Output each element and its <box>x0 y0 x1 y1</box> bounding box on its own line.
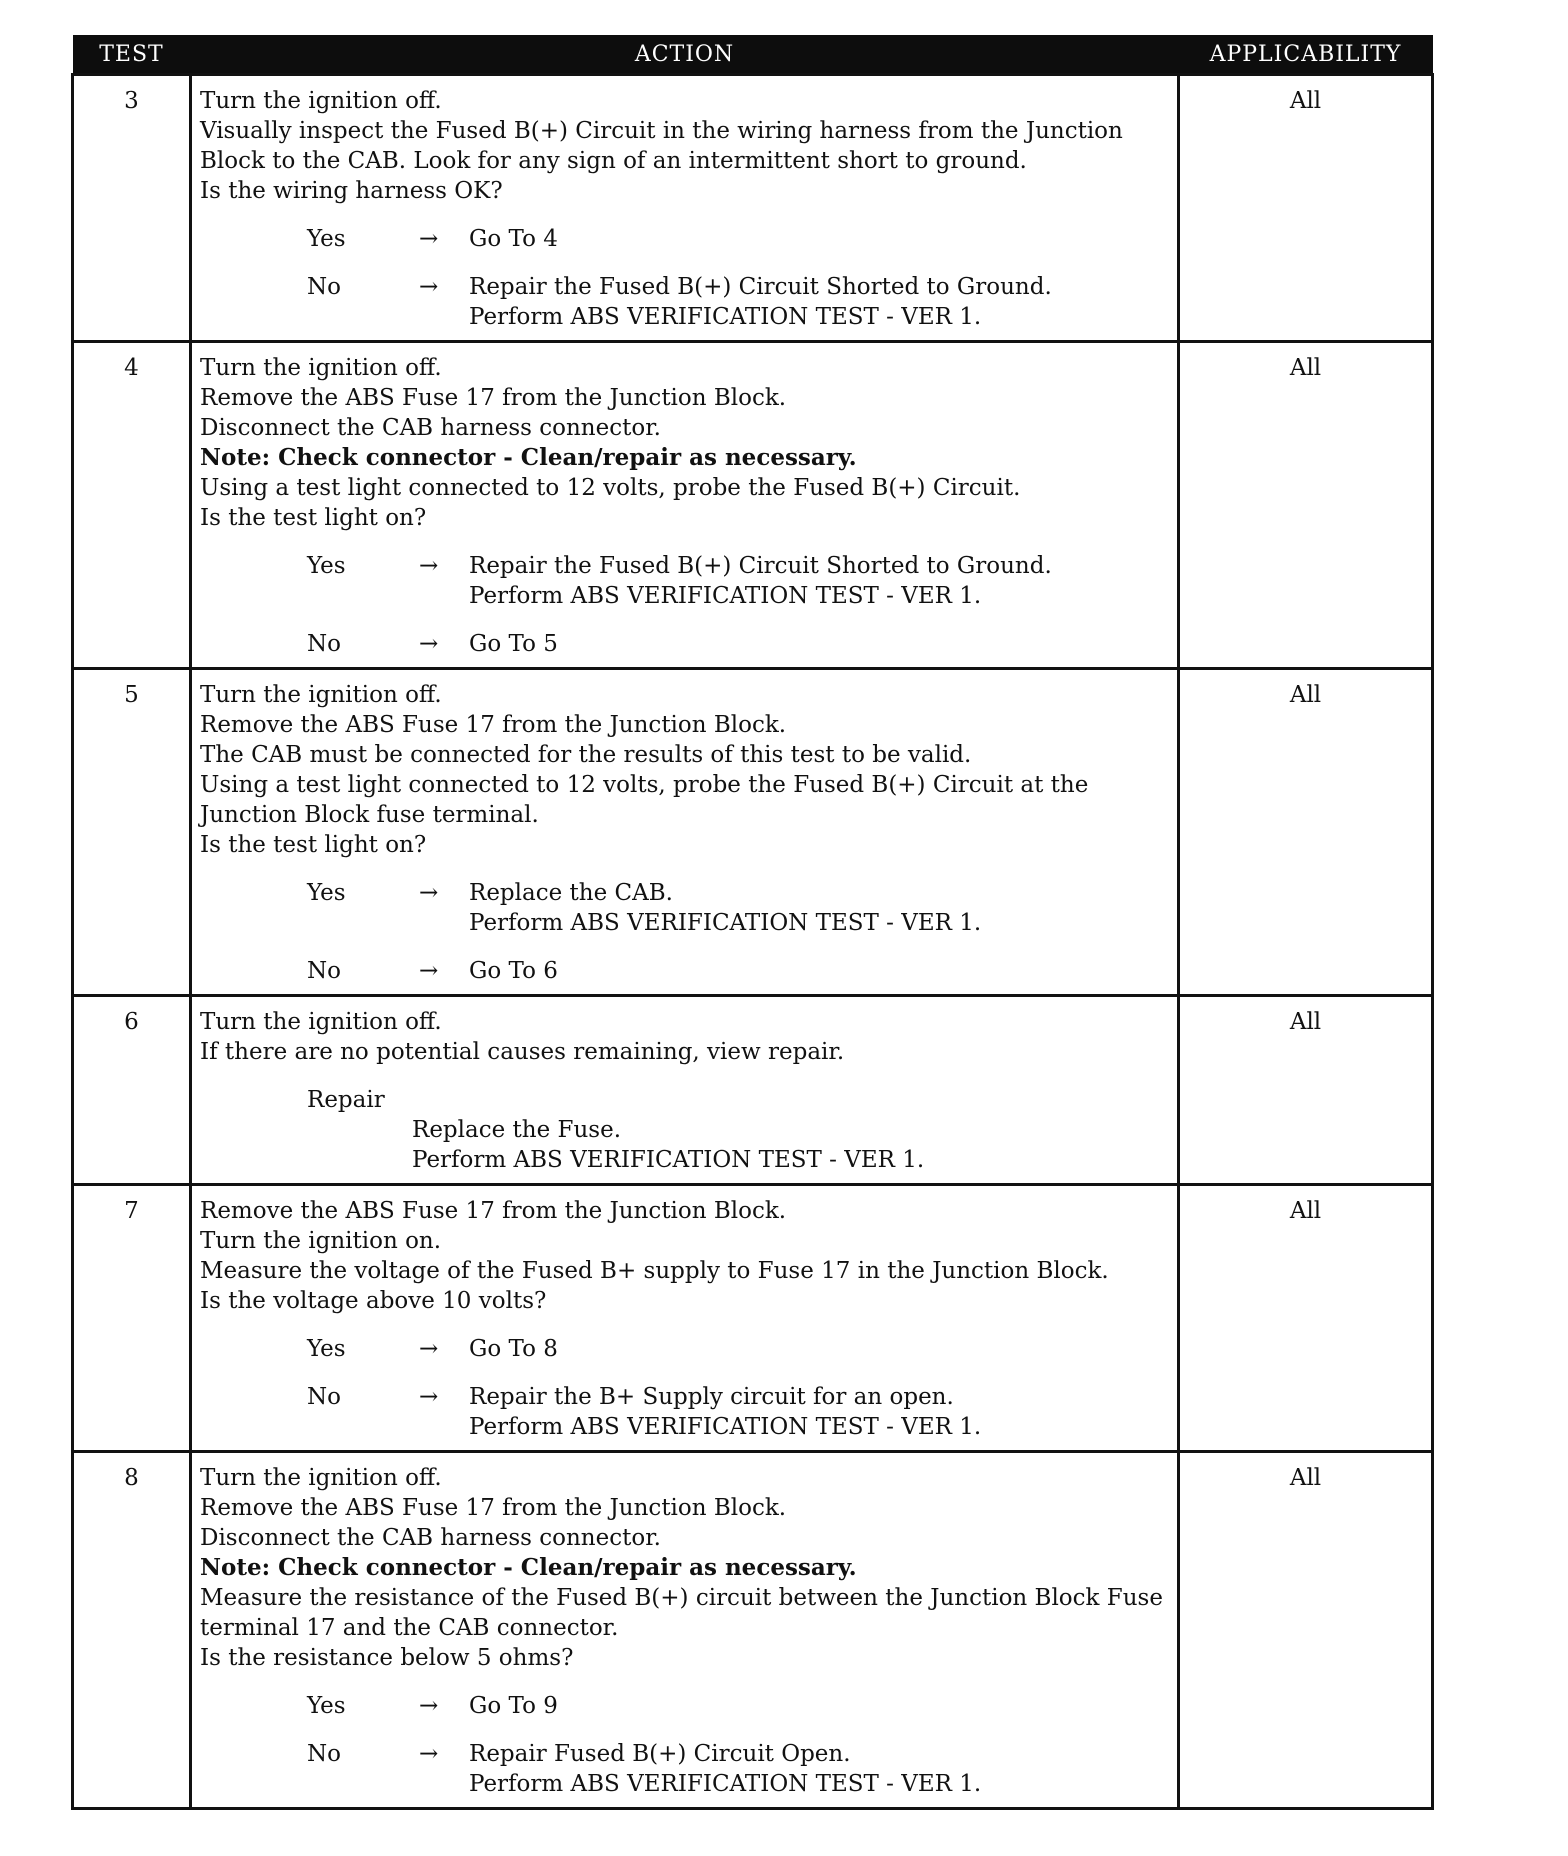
action-cell <box>191 669 1179 996</box>
diagnostic-procedure-table-container <box>71 35 1431 1810</box>
yes-label: Yes <box>307 880 346 906</box>
yes-result <box>469 224 1169 254</box>
yes-branch <box>200 1691 1169 1721</box>
action-line: Measure the resistance of the Fused B(+) circuit between the Junction Block Fuse terminal 17 and the CAB connector. <box>200 1585 1171 1641</box>
no-label: No <box>307 1741 341 1767</box>
yes-label: Yes <box>307 1336 346 1362</box>
arrow-icon: → <box>419 226 439 252</box>
action-cell <box>191 1452 1179 1809</box>
header-test: TEST <box>73 35 191 75</box>
applicability-value: All <box>1179 996 1433 1185</box>
action-line: Visually inspect the Fused B(+) Circuit in the wiring harness from the Junction Block to the CAB. Look for any sign of an intermittent short to ground. <box>200 118 1131 174</box>
yes-branch <box>200 551 1169 611</box>
arrow-icon: → <box>419 1741 439 1767</box>
yes-branch <box>200 224 1169 254</box>
yes-label: Yes <box>307 226 346 252</box>
arrow-icon: → <box>419 1336 439 1362</box>
no-result-line: Go To 6 <box>469 958 558 984</box>
yes-result-line: Perform ABS VERIFICATION TEST - VER 1. <box>469 583 982 609</box>
repair-result <box>200 1115 1169 1175</box>
repair-label: Repair <box>307 1087 385 1113</box>
action-line: Is the resistance below 5 ohms? <box>200 1645 574 1671</box>
yes-result-line: Perform ABS VERIFICATION TEST - VER 1. <box>469 910 982 936</box>
arrow-icon: → <box>419 553 439 579</box>
yes-result-line: Replace the CAB. <box>469 880 673 906</box>
no-result-line: Go To 5 <box>469 631 558 657</box>
yes-branch <box>200 878 1169 938</box>
applicability-value: All <box>1179 1452 1433 1809</box>
no-branch <box>200 272 1169 332</box>
no-branch <box>200 956 1169 986</box>
yes-result <box>469 1691 1169 1721</box>
header-action: ACTION <box>191 35 1179 75</box>
no-result <box>469 956 1169 986</box>
applicability-value: All <box>1179 75 1433 342</box>
action-line: Disconnect the CAB harness connector. <box>200 1525 661 1551</box>
action-line: Turn the ignition off. <box>200 88 442 114</box>
yes-result <box>469 878 1169 938</box>
no-label: No <box>307 958 341 984</box>
header-applicability: APPLICABILITY <box>1179 35 1433 75</box>
no-result-line: Perform ABS VERIFICATION TEST - VER 1. <box>469 1414 982 1440</box>
table-row <box>73 1185 1433 1452</box>
yes-label: Yes <box>307 1693 346 1719</box>
yes-result-line: Go To 4 <box>469 226 558 252</box>
no-branch <box>200 1382 1169 1442</box>
action-line: Using a test light connected to 12 volts, probe the Fused B(+) Circuit. <box>200 475 1021 501</box>
test-number: 4 <box>73 342 191 669</box>
action-line: Remove the ABS Fuse 17 from the Junction Block. <box>200 1198 787 1224</box>
action-cell <box>191 75 1179 342</box>
repair-result-line: Replace the Fuse. <box>412 1117 621 1143</box>
table-body <box>73 75 1433 1809</box>
applicability-value: All <box>1179 342 1433 669</box>
action-line: Measure the voltage of the Fused B+ supply to Fuse 17 in the Junction Block. <box>200 1258 1109 1284</box>
test-number: 8 <box>73 1452 191 1809</box>
yes-label: Yes <box>307 553 346 579</box>
action-line: Using a test light connected to 12 volts, probe the Fused B(+) Circuit at the Junction Block fuse terminal. <box>200 772 1096 828</box>
test-number: 5 <box>73 669 191 996</box>
action-note: Note: Check connector - Clean/repair as necessary. <box>200 1554 857 1581</box>
no-result-line: Repair the B+ Supply circuit for an open. <box>469 1384 954 1410</box>
no-result-line: Repair Fused B(+) Circuit Open. <box>469 1741 851 1767</box>
no-result <box>469 629 1169 659</box>
action-line: Remove the ABS Fuse 17 from the Junction Block. <box>200 712 787 738</box>
action-line: Remove the ABS Fuse 17 from the Junction Block. <box>200 1495 787 1521</box>
action-line: Is the wiring harness OK? <box>200 178 503 204</box>
no-result <box>469 1382 1169 1442</box>
diagnostic-procedure-table <box>71 35 1434 1810</box>
action-line: The CAB must be connected for the results of this test to be valid. <box>200 742 972 768</box>
no-result-line: Repair the Fused B(+) Circuit Shorted to Ground. <box>469 274 1052 300</box>
repair-result-line: Perform ABS VERIFICATION TEST - VER 1. <box>412 1147 925 1173</box>
action-line: Turn the ignition off. <box>200 1465 442 1491</box>
yes-result-line: Go To 8 <box>469 1336 558 1362</box>
no-label: No <box>307 274 341 300</box>
arrow-icon: → <box>419 1693 439 1719</box>
action-cell <box>191 342 1179 669</box>
no-branch <box>200 629 1169 659</box>
yes-branch <box>200 1334 1169 1364</box>
arrow-icon: → <box>419 274 439 300</box>
action-line: Is the test light on? <box>200 505 427 531</box>
action-line: Is the test light on? <box>200 832 427 858</box>
action-cell <box>191 1185 1179 1452</box>
action-line: Turn the ignition off. <box>200 1009 442 1035</box>
no-label: No <box>307 631 341 657</box>
yes-result-line: Go To 9 <box>469 1693 558 1719</box>
action-line: Turn the ignition off. <box>200 682 442 708</box>
test-number: 3 <box>73 75 191 342</box>
table-row <box>73 1452 1433 1809</box>
no-result-line: Perform ABS VERIFICATION TEST - VER 1. <box>469 1771 982 1797</box>
applicability-value: All <box>1179 1185 1433 1452</box>
table-row <box>73 75 1433 342</box>
test-number: 6 <box>73 996 191 1185</box>
yes-result <box>469 551 1169 611</box>
action-cell <box>191 996 1179 1185</box>
action-line: Remove the ABS Fuse 17 from the Junction Block. <box>200 385 787 411</box>
yes-result-line: Repair the Fused B(+) Circuit Shorted to Ground. <box>469 553 1052 579</box>
no-result <box>469 272 1169 332</box>
table-row <box>73 669 1433 996</box>
action-line: If there are no potential causes remaining, view repair. <box>200 1039 845 1065</box>
action-line: Turn the ignition off. <box>200 355 442 381</box>
no-branch <box>200 1739 1169 1799</box>
test-number: 7 <box>73 1185 191 1452</box>
arrow-icon: → <box>419 1384 439 1410</box>
arrow-icon: → <box>419 958 439 984</box>
yes-result <box>469 1334 1169 1364</box>
action-line: Turn the ignition on. <box>200 1228 442 1254</box>
arrow-icon: → <box>419 631 439 657</box>
table-row <box>73 342 1433 669</box>
action-note: Note: Check connector - Clean/repair as necessary. <box>200 444 857 471</box>
arrow-icon: → <box>419 880 439 906</box>
no-result-line: Perform ABS VERIFICATION TEST - VER 1. <box>469 304 982 330</box>
table-header-row <box>73 35 1433 75</box>
action-line: Disconnect the CAB harness connector. <box>200 415 661 441</box>
no-result <box>469 1739 1169 1799</box>
action-line: Is the voltage above 10 volts? <box>200 1288 547 1314</box>
table-row <box>73 996 1433 1185</box>
applicability-value: All <box>1179 669 1433 996</box>
no-label: No <box>307 1384 341 1410</box>
